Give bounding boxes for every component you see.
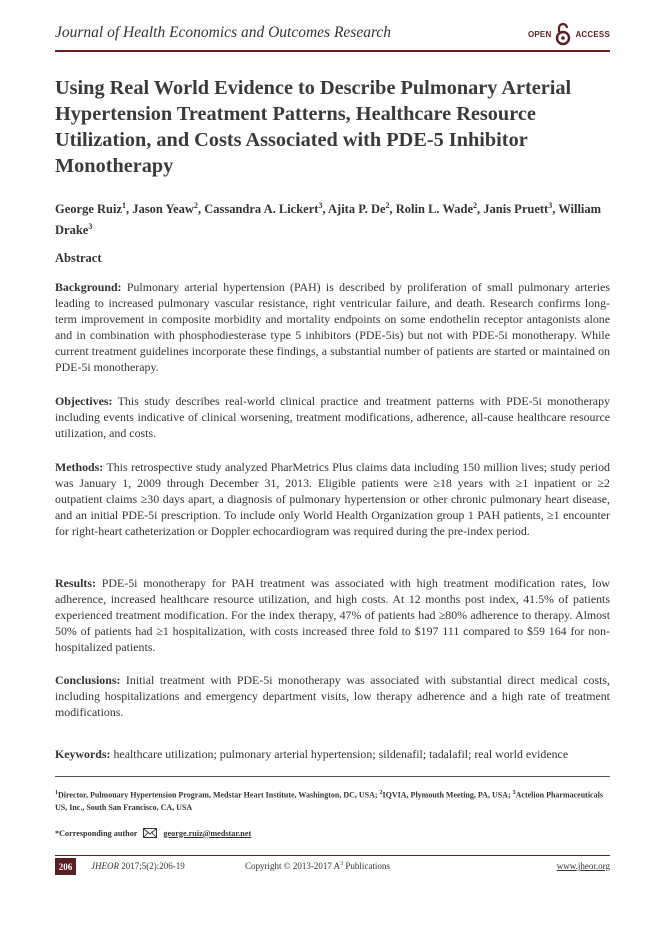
abstract-background: Background: Pulmonary arterial hypertension (PAH) is described by proliferation of small pulmonary arteries leading to increased pulmonary vascular resistance, right ventricular failure, and death. Research confirms long-term improvement in composite morbidity and mortality endpoints on some endothelin receptor antagonists alone and in combination with phosphodiesterase type 5 inhibitors (PDE-5is) but not with PDE-5i monotherapy. While current treatment guidelines incorporate these findings, a substantial number of patients are started or maintained on PDE-5i monotherapy. — [55, 280, 611, 374]
open-lock-icon — [554, 22, 572, 46]
journal-name: Journal of Health Economics and Outcomes Research — [55, 24, 392, 41]
website-link[interactable]: www.jheor.org — [556, 861, 610, 871]
author: Cassandra A. Lickert$^3$, — [204, 201, 329, 217]
footnote-divider — [55, 776, 610, 777]
copyright: Copyright © 2013-2017 $A^3$ Publications — [245, 861, 390, 871]
author: William Drake$^3$ — [55, 202, 602, 238]
open-access-access-label: ACCESS — [575, 29, 610, 39]
article-title: Using Real World Evidence to Describe Pulmonary Arterial Hypertension Treatment Patterns, Healthcare Resource Utilization, and Costs Associated with PDE-5 Inhibitor Monotherapy — [55, 77, 572, 177]
corresponding-email-link[interactable]: george.ruiz@medstar.net — [163, 828, 252, 838]
open-access-open-label: OPEN — [527, 29, 552, 39]
author: Jason Yeaw$^2$, — [132, 201, 205, 217]
open-access-badge — [528, 22, 610, 46]
citation: JHEOR 2017;5(2):206-19 — [91, 861, 185, 871]
abstract-conclusions: Conclusions: Initial treatment with PDE-5i monotherapy was associated with substantial direct medical costs, including hospitalizations and emergency department visits, low therapy adherence and a high rate of treatment modifications. — [55, 673, 610, 719]
keywords: Keywords: healthcare utilization; pulmonary arterial hypertension; sildenafil; tadalafil; real world evidence — [55, 747, 569, 761]
author-list — [55, 197, 615, 239]
footer-divider — [55, 855, 610, 856]
envelope-icon — [143, 828, 157, 838]
corresponding-label: *Corresponding author — [55, 828, 138, 838]
header-divider — [55, 50, 610, 52]
page-number: 206 — [55, 858, 76, 875]
abstract-objectives: Objectives: This study describes real-world clinical practice and treatment patterns with PDE-5i monotherapy including events indicative of clinical worsening, treatment modifications, adherence, all-cause healthcare resource utilization, and costs. — [55, 394, 610, 440]
abstract-heading: Abstract — [55, 251, 102, 265]
corresponding-author — [55, 828, 251, 838]
author: George Ruiz$^1$, — [55, 201, 133, 217]
author: Ajita P. De$^2$, — [328, 201, 396, 217]
abstract-results: Results: PDE-5i monotherapy for PAH treatment was associated with high treatment modification rates, low adherence, increased healthcare resource utilization, and high costs. At 12 months post index, 41.5% of patients experienced treatment modification. For the index therapy, 47% of patients had ≥80% adherence to therapy. Almost 50% of patients had ≥1 hospitalization, with costs increased three fold to $197 111 compared to $59 164 for non-hospitalized patients. — [55, 576, 610, 654]
abstract-methods: Methods: This retrospective study analyzed PharMetrics Plus claims data including 150 million lives; study period was January 1, 2009 through December 31, 2013. Eligible patients were ≥18 years with ≥1 inpatient or ≥2 outpatient claims ≥30 days apart, a diagnosis of pulmonary hypertension or other chronic pulmonary heart disease, and an initial PDE-5i prescription. To include only World Health Organization group 1 PAH patients, ≥1 encounter for right-heart catheterization or Doppler echocardiogram was required during the pre-index period. — [55, 460, 610, 538]
author: Rolin L. Wade$^2$, — [395, 201, 484, 217]
author: Janis Pruett$^3$, — [483, 201, 559, 217]
affiliations-footnote: $^1$Director, Pulmonary Hypertension Program, Medstar Heart Institute, Washington, DC, USA; $^2$IQVIA, Plymouth Meeting, PA, USA; $^3$Actelion Pharmaceuticals US, Inc., South San Francisco, CA, USA — [55, 790, 603, 812]
journal-header — [55, 20, 610, 50]
